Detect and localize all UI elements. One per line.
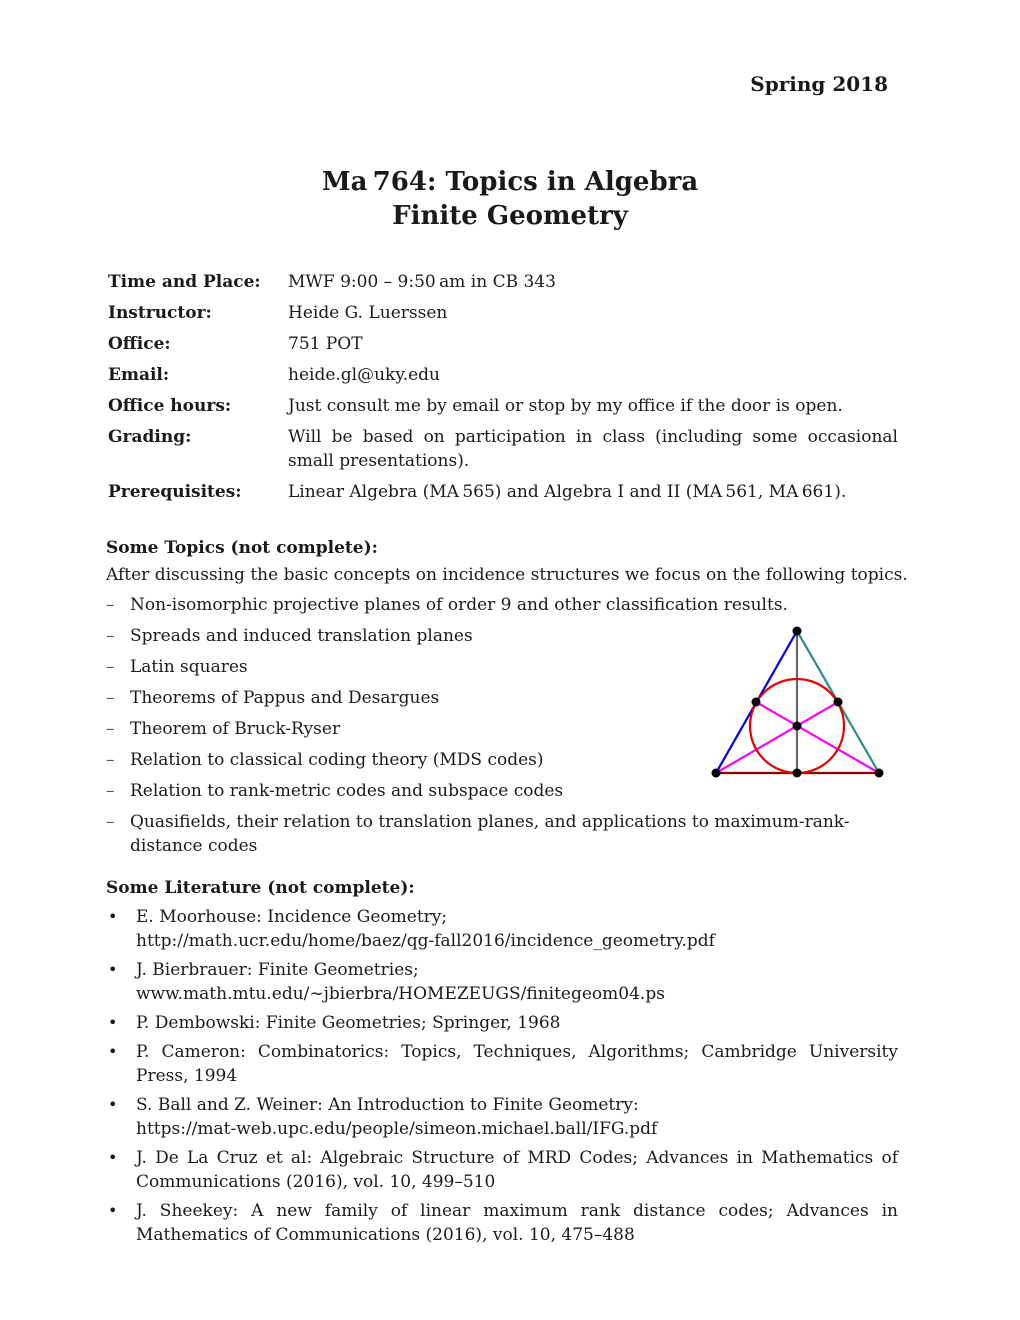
info-label: Prerequisites: [108,482,242,502]
point-left-mid [752,698,761,707]
point-top [793,627,802,636]
info-value: Heide G. Luerssen [288,303,448,323]
dash-marker: – [106,750,115,770]
fano-plane-figure [706,624,890,782]
info-row-office [108,332,898,356]
info-label: Grading: [108,427,192,447]
topic-text: Non-isomorphic projective planes of order 9 and other classification results. [130,595,788,615]
info-value: 751 POT [288,334,363,354]
topic-text: Relation to rank-metric codes and subspace codes [130,781,564,801]
literature-list [106,905,898,1252]
reference-text: J. Sheekey: A new family of linear maximum rank distance codes; Advances in Mathematics of Communications (2016), vol. 10, 475–488 [136,1201,898,1245]
reference-text: P. Cameron: Combinatorics: Topics, Techniques, Algorithms; Cambridge University Press, 1994 [136,1042,898,1086]
literature-item [106,1011,898,1035]
reference-text: P. Dembowski: Finite Geometries; Springer, 1968 [136,1013,561,1033]
info-label: Time and Place: [108,272,261,292]
info-value: Just consult me by email or stop by my office if the door is open. [288,396,843,416]
topics-intro: After discussing the basic concepts on incidence structures we focus on the following topics. [106,565,908,585]
literature-item [106,1146,898,1194]
info-value: MWF 9:00 – 9:50 am in CB 343 [288,272,556,292]
info-label: Instructor: [108,303,212,323]
reference-link[interactable]: https://mat-web.upc.edu/people/simeon.michael.ball/IFG.pdf [136,1119,658,1139]
dash-marker: – [106,812,115,832]
topic-text: Relation to classical coding theory (MDS codes) [130,750,544,770]
point-bottom-right [875,769,884,778]
info-row-instructor [108,301,898,325]
bullet-marker: • [108,907,118,926]
literature-item [106,1040,898,1088]
bullet-marker: • [108,1095,118,1114]
reference-link[interactable]: www.math.mtu.edu/∼jbierbra/HOMEZEUGS/finitegeom04.ps [136,984,665,1004]
reference-text: E. Moorhouse: Incidence Geometry; [136,907,448,927]
literature-heading: Some Literature (not complete): [106,878,415,898]
dash-marker: – [106,688,115,708]
reference-link[interactable]: http://math.ucr.edu/home/baez/qg-fall2016/incidence_geometry.pdf [136,931,715,951]
topic-text: Spreads and induced translation planes [130,626,473,646]
bullet-marker: • [108,1148,118,1167]
info-label: Office: [108,334,171,354]
course-title [0,165,1020,233]
info-label: Office hours: [108,396,232,416]
title-line-1: Ma 764: Topics in Algebra [321,167,699,197]
dash-marker: – [106,657,115,677]
info-row-grading [108,425,898,473]
literature-item [106,1093,898,1141]
info-value: Linear Algebra (MA 565) and Algebra I and II (MA 561, MA 661). [288,482,847,502]
email-value[interactable]: heide.gl@uky.edu [288,365,441,385]
topic-item [106,593,898,617]
reference-text: J. Bierbrauer: Finite Geometries; [136,960,419,980]
info-row-office-hours [108,394,898,418]
bullet-marker: • [108,1201,118,1220]
median-right [756,702,879,773]
dash-marker: – [106,719,115,739]
literature-item [106,1199,898,1247]
dash-marker: – [106,595,115,615]
bullet-marker: • [108,1042,118,1061]
topic-text: Theorems of Pappus and Desargues [130,688,440,708]
reference-text: S. Ball and Z. Weiner: An Introduction to Finite Geometry: [136,1095,639,1115]
point-center [793,722,802,731]
topic-item [106,779,898,803]
literature-item [106,905,898,953]
bullet-marker: • [108,1013,118,1032]
point-bottom-mid [793,769,802,778]
topics-heading: Some Topics (not complete): [106,538,378,558]
info-value: Will be based on participation in class (including some occasional small presentations). [288,427,898,471]
reference-text: J. De La Cruz et al: Algebraic Structure of MRD Codes; Advances in Mathematics of Communications (2016), vol. 10, 499–510 [136,1148,898,1192]
info-row-time [108,270,898,294]
point-right-mid [834,698,843,707]
topic-text: Theorem of Bruck-Ryser [130,719,341,739]
topic-item [106,810,898,858]
bullet-marker: • [108,960,118,979]
dash-marker: – [106,781,115,801]
info-row-email [108,363,898,387]
dash-marker: – [106,626,115,646]
info-label: Email: [108,365,170,385]
title-line-2: Finite Geometry [392,201,628,231]
term-label: Spring 2018 [750,72,888,96]
topic-text: Quasifields, their relation to translation planes, and applications to maximum-rank-distance codes [130,812,850,856]
topic-text: Latin squares [130,657,248,677]
point-bottom-left [712,769,721,778]
info-row-prerequisites [108,480,898,504]
literature-item [106,958,898,1006]
course-info [108,270,898,511]
